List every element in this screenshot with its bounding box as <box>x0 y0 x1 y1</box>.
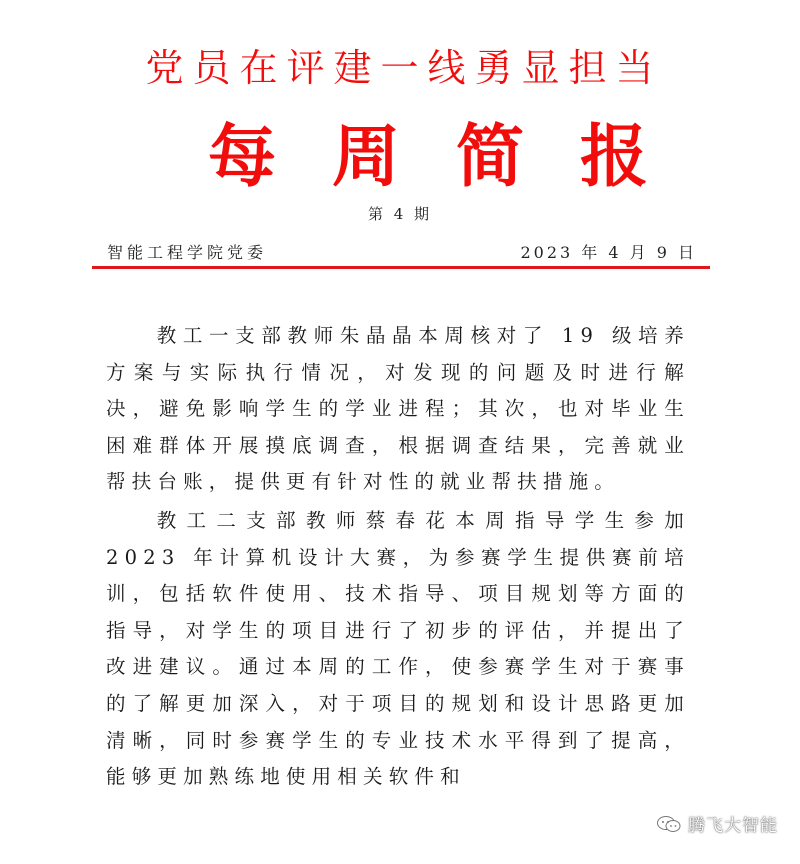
paragraph: 教工二支部教师蔡春花本周指导学生参加2023 年计算机设计大赛，为参赛学生提供赛前培训，包括软件使用、技术指导、项目规划等方面的指导，对学生的项目进行了初步的评估，并提出了改进建议。通过本周的工作，使参赛学生对于赛事的了解更加深入，对于项目的规划和设计思路更加清晰，同时参赛学生的专业技术水平得到了提高，能够更加熟练地使用相关软件和 <box>106 508 690 789</box>
paragraph: 教工一支部教师朱晶晶本周核对了 19 级培养方案与实际执行情况，对发现的问题及时进行解决，避免影响学生的学业进程；其次，也对毕业生困难群体开展摸底调查，根据调查结果，完善就业帮扶台账，提供更有针对性的就业帮扶措施。 <box>106 324 690 494</box>
red-divider <box>92 266 710 269</box>
meta-row <box>107 240 697 263</box>
publish-date: 2023 年 4 月 9 日 <box>520 243 697 262</box>
masthead-subtitle: 党员在评建一线勇显担当 <box>145 46 663 90</box>
watermark-text: 腾飞大智能 <box>688 816 778 836</box>
wechat-icon <box>656 815 682 833</box>
watermark <box>656 811 778 836</box>
article-body <box>106 318 690 798</box>
issue-number: 第 4 期 <box>367 205 433 223</box>
organization: 智能工程学院党委 <box>107 243 268 262</box>
masthead-title: 每周简报 <box>207 118 704 197</box>
